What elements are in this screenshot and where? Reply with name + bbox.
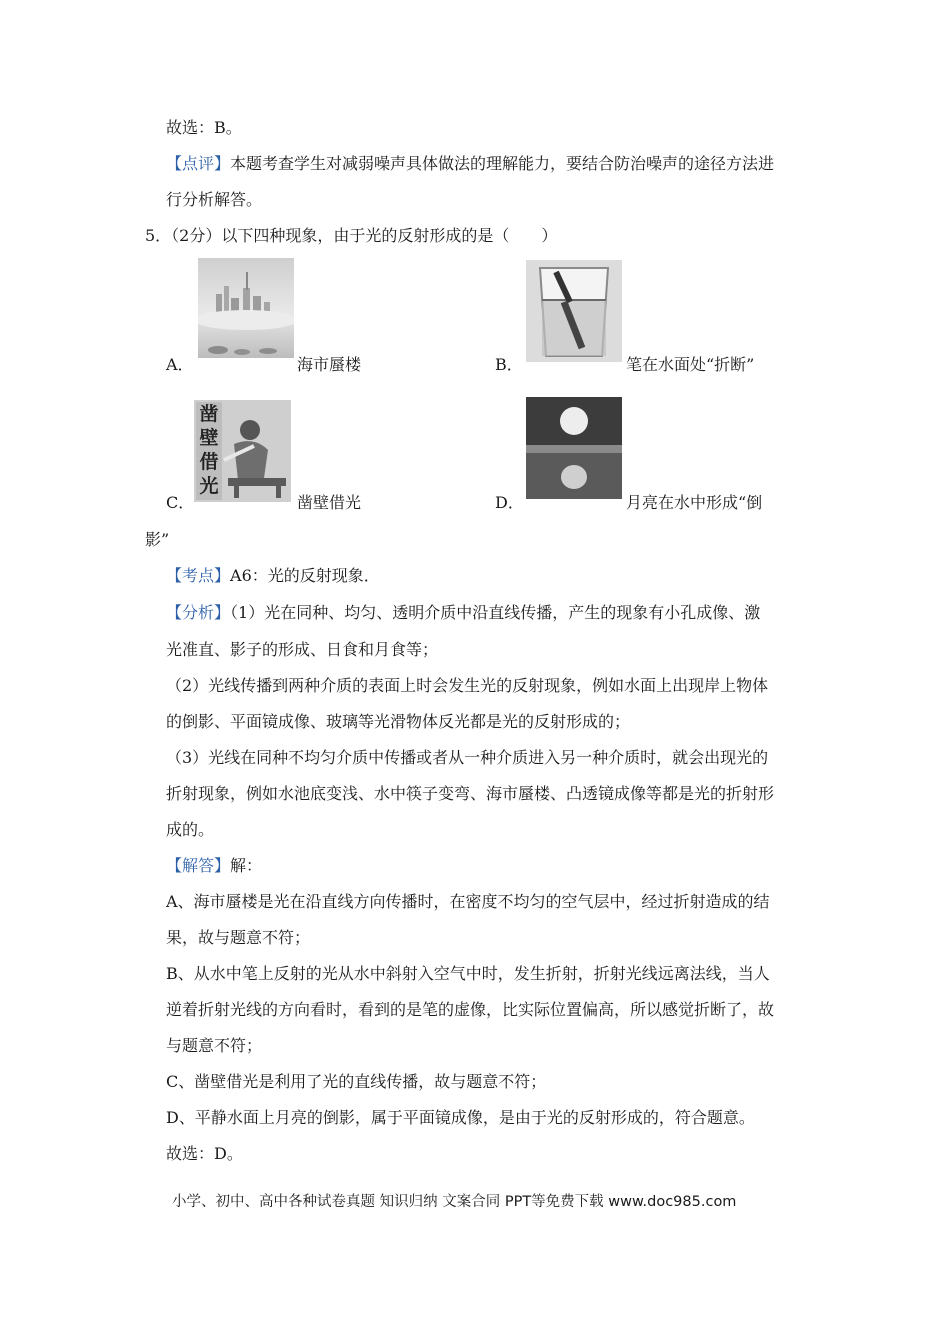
fenxi-line-3: （2）光线传播到两种介质的表面上时会发生光的反射现象，例如水面上出现岸上物体 [166,676,769,695]
jieda-line-6: C、凿壁借光是利用了光的直线传播，故与题意不符； [166,1072,547,1091]
mirage-illustration [198,258,294,358]
jieda-line-1: A、海市蜃楼是光在沿直线方向传播时，在密度不均匀的空气层中，经过折射造成的结 [166,892,770,911]
fenxi-line-7: 成的。 [166,820,215,839]
jieda-line [166,856,262,876]
image-c-char: 借 [199,451,219,473]
footer-text: 小学、初中、高中各种试卷真题 知识归纳 文案合同 PPT等免费下载 www.doc985.com [172,1194,737,1210]
option-d-wrap: 影” [145,530,170,549]
jieda-line-3: B、从水中笔上反射的光从水中斜射入空气中时，发生折射，折射光线远离法线，当人 [166,964,770,983]
fenxi-text-1: （1）光在同种、均匀、透明介质中沿直线传播，产生的现象有小孔成像、激 [230,603,761,622]
kaodian-bracket-open: 【 [166,566,183,585]
option-a-text: 海市蜃楼 [297,355,362,374]
option-c-letter: C． [166,493,195,512]
jieda-after: 解： [230,856,263,875]
comment-bracket-open: 【 [166,154,183,173]
option-b-text: 笔在水面处“折断” [626,355,755,374]
jieda-line-2: 果，故与题意不符； [166,928,311,947]
question-stem: 5．（2分）以下四种现象，由于光的反射形成的是（ ） [145,226,558,245]
fenxi-line-6: 折射现象，例如水池底变浅、水中筷子变弯、海市蜃楼、凸透镜成像等都是光的折射形 [166,784,775,803]
comment-text-1: 本题考查学生对减弱噪声具体做法的理解能力，要结合防治噪声的途径方法进 [230,154,775,173]
kaodian-line [166,566,380,586]
comment-line-2: 行分析解答。 [166,190,263,209]
image-c-caption [198,402,220,498]
fenxi-bracket-close: 】 [214,603,231,622]
fenxi-line-5: （3）光线在同种不均匀介质中传播或者从一种介质进入另一种介质时，就会出现光的 [166,748,769,767]
jieda-line-7: D、平静水面上月亮的倒影，属于平面镜成像，是由于光的反射形成的，符合题意。 [166,1108,755,1127]
jieda-tag: 解答 [182,856,215,875]
comment-tag: 点评 [182,154,215,173]
option-a-letter: A． [166,355,194,374]
fenxi-line-2: 光准直、影子的形成、日食和月食等； [166,640,439,659]
option-d-letter: D． [495,493,524,512]
jieda-bracket-close: 】 [214,856,231,875]
image-moon-reflection [526,397,622,499]
fenxi-tag: 分析 [182,603,215,622]
option-c-text: 凿壁借光 [297,493,362,512]
kaodian-bracket-close: 】 [214,566,231,585]
image-pencil-in-water [526,260,622,362]
previous-answer: 故选：B。 [166,118,242,137]
image-c-char: 光 [199,475,219,497]
image-c-char: 凿 [199,403,219,425]
pencil-glass-illustration [526,260,622,362]
jieda-line-4: 逆着折射光线的方向看时，看到的是笔的虚像，比实际位置偏高，所以感觉折断了，故 [166,1000,775,1019]
jieda-line-5: 与题意不符； [166,1036,263,1055]
image-chisel-wall [194,400,291,502]
fenxi-bracket-open: 【 [166,603,183,622]
fenxi-line-4: 的倒影、平面镜成像、玻璃等光滑物体反光都是光的反射形成的； [166,712,631,731]
option-d-text: 月亮在水中形成“倒 [626,493,763,512]
image-mirage [198,258,294,358]
option-b-letter: B． [495,355,523,374]
comment-bracket-close: 】 [214,154,231,173]
jieda-bracket-open: 【 [166,856,183,875]
kaodian-tag: 考点 [182,566,215,585]
jieda-line-8: 故选：D。 [166,1144,243,1163]
moon-reflection-illustration [526,397,622,499]
fenxi-line-1 [166,603,760,623]
image-c-char: 壁 [199,427,219,449]
kaodian-text: A6：光的反射现象． [230,566,380,585]
comment-line-1 [166,154,774,174]
